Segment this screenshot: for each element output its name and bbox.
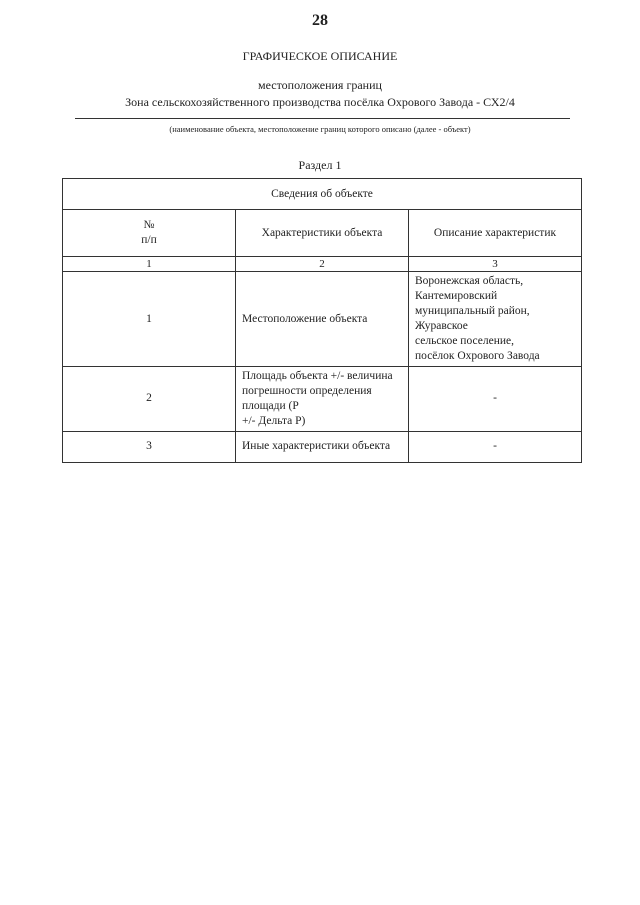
document-title: ГРАФИЧЕСКОЕ ОПИСАНИЕ xyxy=(242,49,398,63)
table-row xyxy=(63,431,582,462)
column-header-number: № п/п xyxy=(63,210,236,257)
row-description: Воронежская область, Кантемировский муниципальный район, Журавское сельское поселение, посёлок Охрового Завода xyxy=(409,272,582,367)
column-number-2: 2 xyxy=(236,257,409,272)
column-number-3: 3 xyxy=(409,257,582,272)
row-number: 3 xyxy=(63,431,236,462)
column-header-description: Описание характеристик xyxy=(409,210,582,257)
page-number: 28 xyxy=(312,12,328,29)
row-description: - xyxy=(409,366,582,431)
row-characteristic: Иные характеристики объекта xyxy=(236,431,409,462)
row-number: 2 xyxy=(63,366,236,431)
column-number-1: 1 xyxy=(63,257,236,272)
table-row xyxy=(63,366,582,431)
column-header-characteristic: Характеристики объекта xyxy=(236,210,409,257)
object-caption: (наименование объекта, местоположение границ которого описано (далее - объект) xyxy=(169,124,471,134)
row-description: - xyxy=(409,431,582,462)
row-number: 1 xyxy=(63,272,236,367)
table-title: Сведения об объекте xyxy=(63,179,582,210)
object-name: Зона сельскохозяйственного производства посёлка Охрового Завода - СХ2/4 xyxy=(125,95,515,109)
table-row xyxy=(63,272,582,367)
row-characteristic: Местоположение объекта xyxy=(236,272,409,367)
document-subtitle: местоположения границ xyxy=(258,78,382,92)
underline-rule xyxy=(75,118,570,119)
object-info-table xyxy=(62,178,582,463)
section-title: Раздел 1 xyxy=(298,158,342,172)
row-characteristic: Площадь объекта +/- величина погрешности определения площади (Р +/- Дельта Р) xyxy=(236,366,409,431)
